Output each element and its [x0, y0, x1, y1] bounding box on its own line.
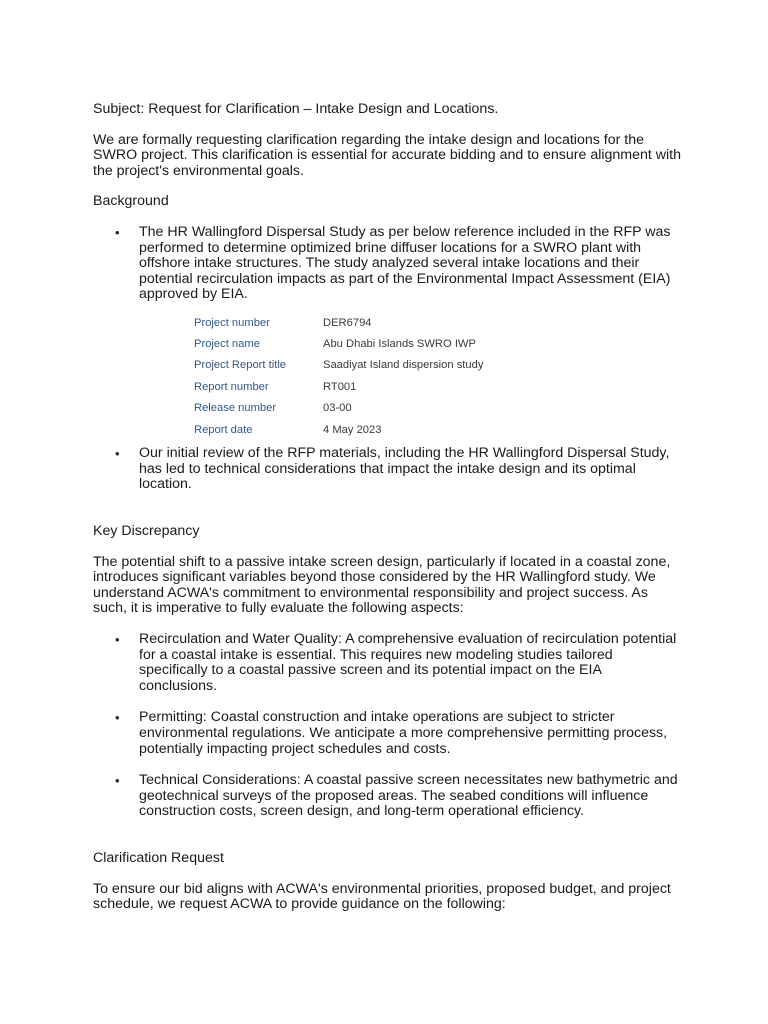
bullet-icon: • — [115, 632, 120, 648]
recirculation-item-text: Recirculation and Water Quality: A comprehensive evaluation of recirculation potential for a coastal intake is essential. This requires new modeling studies tailored specifically to a coastal passive screen and its potential impact on the EIA conclusions. — [139, 631, 677, 694]
clarification-request-paragraph: To ensure our bid aligns with ACWA's environmental priorities, proposed budget, and project schedule, we request ACWA to provide guidance on the following: — [93, 880, 671, 913]
background-heading: Background — [93, 193, 169, 210]
technical-item-text: Technical Considerations: A coastal passive screen necessitates new bathymetric and geotechnical surveys of the proposed areas. The seabed conditions will influence construction costs, screen design, and long-term operational efficiency. — [139, 772, 678, 820]
background-item-1-text: The HR Wallingford Dispersal Study as per below reference included in the RFP was performed to determine optimized brine diffuser locations for a SWRO plant with offshore intake structures. The study analyzed several intake locations and their potential recirculation impacts as part of the Environmental Impact Assessment (EIA) approved by EIA. — [139, 223, 671, 303]
bullet-icon: • — [115, 224, 120, 240]
background-item-2-text: Our initial review of the RFP materials, including the HR Wallingford Dispersal Study, has led to technical considerations that impact the intake design and its optimal location. — [139, 445, 670, 493]
list-item — [93, 632, 683, 694]
reference-label: Project name — [194, 338, 260, 351]
list-item — [93, 773, 683, 820]
reference-label: Project number — [194, 316, 270, 329]
list-item — [93, 446, 683, 493]
reference-value: Abu Dhabi Islands SWRO IWP — [323, 338, 476, 351]
table-row — [194, 376, 483, 397]
subject-line: Subject: Request for Clarification – Intake Design and Locations. — [93, 101, 499, 117]
reference-label: Project Report title — [194, 359, 287, 372]
bullet-icon: • — [115, 446, 120, 462]
table-row — [194, 333, 483, 354]
reference-label: Report date — [194, 423, 253, 436]
key-discrepancy-list — [93, 632, 683, 820]
reference-value: DER6794 — [323, 316, 372, 329]
bullet-icon: • — [115, 773, 120, 789]
table-row — [194, 312, 483, 333]
list-item — [93, 710, 683, 757]
report-reference-table — [194, 312, 483, 440]
background-list — [93, 225, 683, 493]
reference-value: 4 May 2023 — [323, 423, 382, 436]
intro-paragraph: We are formally requesting clarification regarding the intake design and locations for the SWRO project. This clarification is essential for accurate bidding and to ensure alignment with the project's environmental goals. — [93, 131, 682, 179]
clarification-request-heading: Clarification Request — [93, 849, 224, 866]
table-row — [194, 355, 483, 376]
letter-body — [93, 102, 683, 913]
permitting-item-text: Permitting: Coastal construction and intake operations are subject to stricter environmental regulations. We anticipate a more comprehensive permitting process, potentially impacting project schedules and costs. — [139, 709, 668, 757]
list-item — [93, 225, 683, 440]
key-discrepancy-heading: Key Discrepancy — [93, 523, 200, 540]
key-discrepancy-paragraph: The potential shift to a passive intake screen design, particularly if located in a coastal zone, introduces significant variables beyond those considered by the HR Wallingford study. We understand ACWA's commitment to environmental responsibility and project success. As such, it is imperative to fully evaluate the following aspects: — [93, 553, 671, 617]
reference-value: RT001 — [323, 380, 357, 393]
reference-value: Saadiyat Island dispersion study — [323, 359, 484, 372]
table-row — [194, 398, 483, 419]
bullet-icon: • — [115, 710, 120, 726]
table-row — [194, 419, 483, 440]
reference-value: 03-00 — [323, 402, 352, 415]
reference-label: Report number — [194, 380, 269, 393]
reference-label: Release number — [194, 402, 277, 415]
